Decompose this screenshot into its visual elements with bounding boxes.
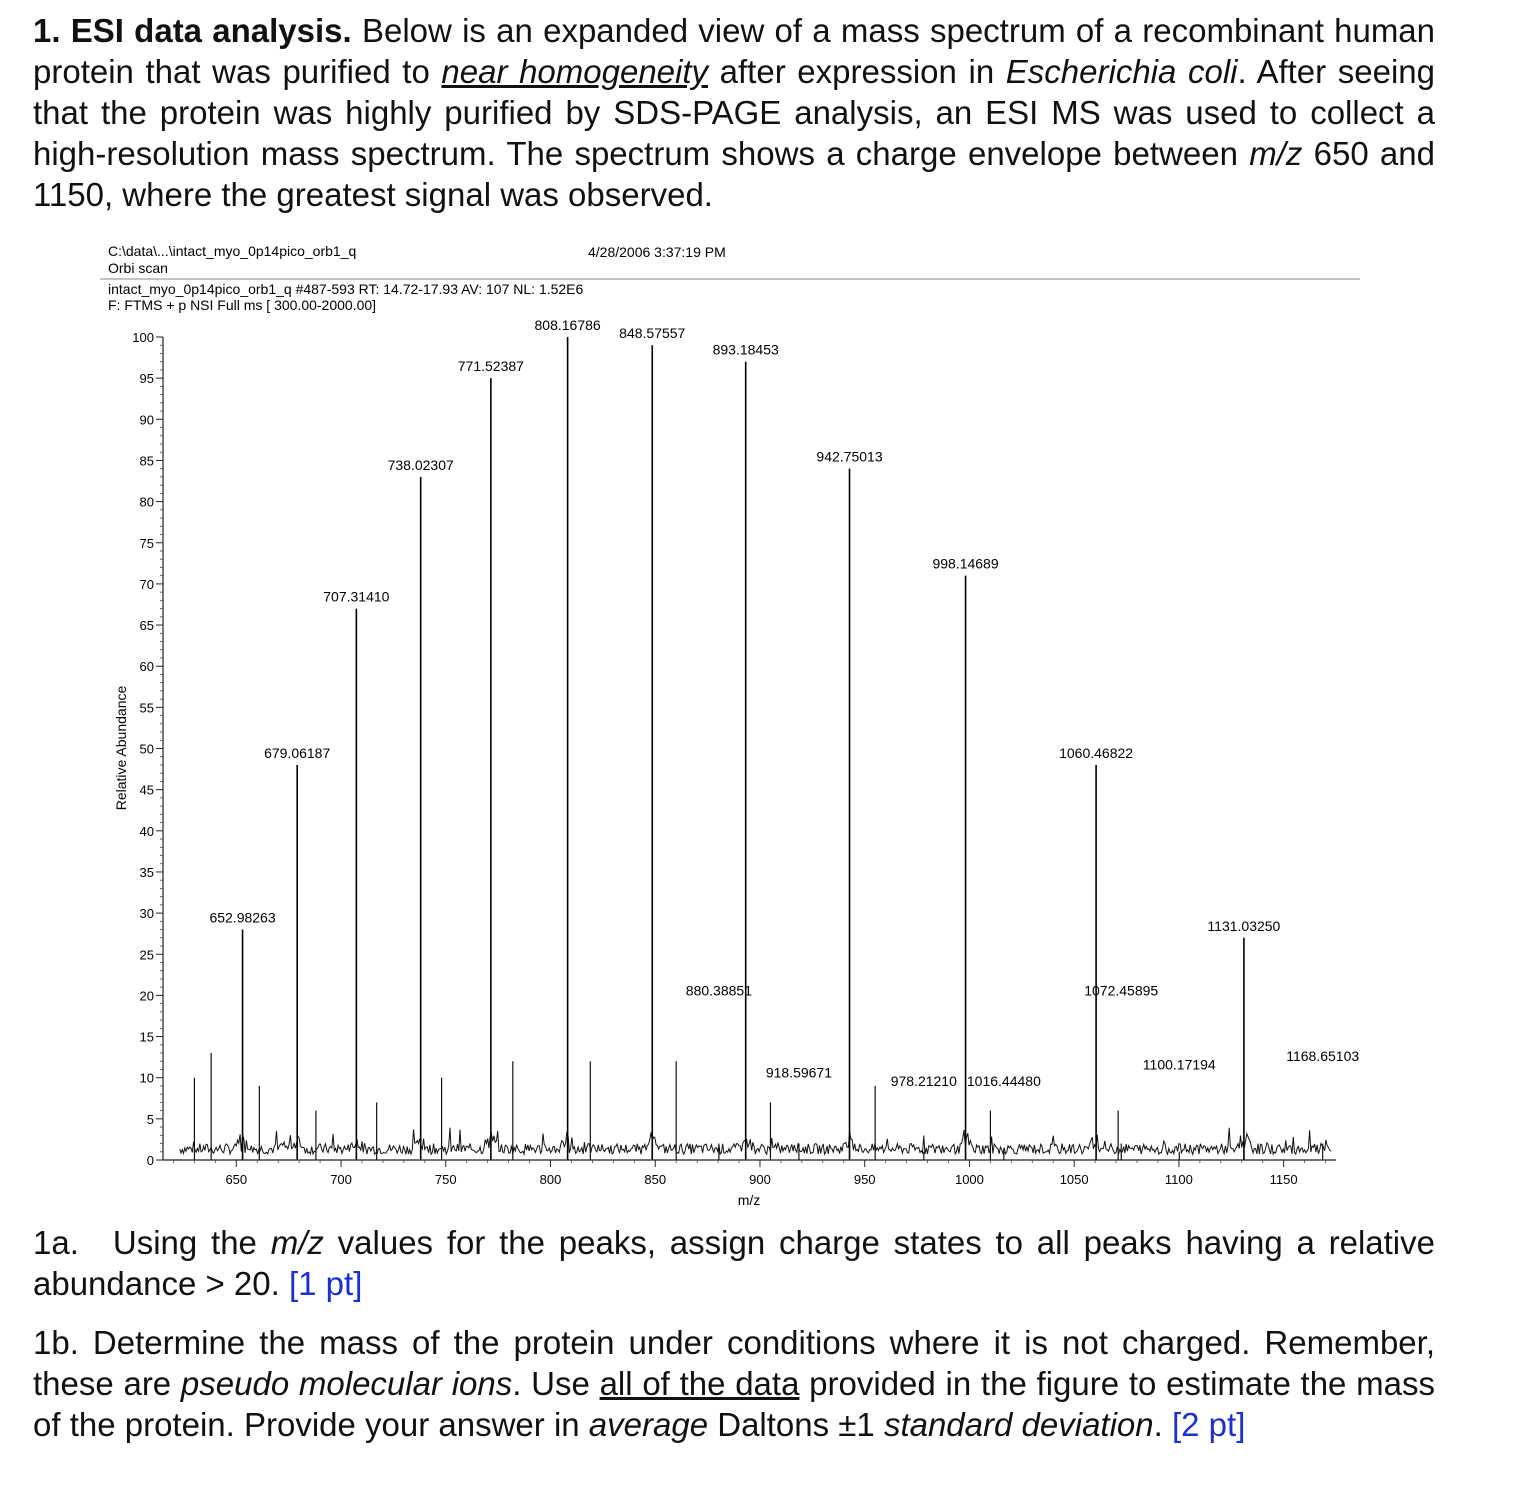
x-tick-label: 650 [225, 1172, 248, 1187]
y-tick-label: 85 [139, 453, 154, 469]
q1b-text-2: . Use [512, 1365, 600, 1402]
peak-label: 652.98263 [209, 909, 276, 926]
y-tick-label: 15 [139, 1029, 154, 1045]
q1a-label: 1a. [33, 1224, 79, 1261]
labeled-peaks [209, 317, 1359, 1160]
q1b-italic-3: standard deviation [883, 1406, 1154, 1443]
y-tick-label: 25 [139, 947, 154, 963]
q1a-text-2: values for the peaks, assign charge states to all peaks having a relative abundance > 20. [33, 1224, 1435, 1302]
peak-label: 998.14689 [932, 555, 999, 572]
peak-label: 771.52387 [457, 358, 524, 375]
y-tick-label: 70 [139, 576, 154, 592]
x-axis-ticks [173, 1160, 1325, 1187]
y-tick-label: 50 [139, 741, 154, 757]
x-tick-label: 1100 [1164, 1172, 1193, 1187]
x-tick-label: 1050 [1059, 1172, 1089, 1187]
y-tick-label: 75 [139, 535, 154, 551]
q1a-text-1: Using the [112, 1224, 271, 1261]
peak-label: 978.21210 [890, 1072, 957, 1089]
q1b-italic-2: average [588, 1406, 709, 1443]
intro-text-3: . After seeing that the protein was highly purified by SDS-PAGE analysis, an ESI MS was used to collect a high-resolution mass spectrum. The spectrum shows a charge envelope between [33, 53, 1435, 172]
intro-text-2: after expression in [708, 53, 1006, 90]
y-tick-label: 65 [139, 618, 154, 634]
peak-label: 848.57557 [619, 325, 686, 342]
peak-label: 1131.03250 [1207, 917, 1281, 934]
peak-label: 880.38851 [685, 982, 752, 999]
x-tick-label: 950 [853, 1172, 876, 1187]
intro-text-4: 650 and 1150, where the greatest signal was observed. [33, 135, 1435, 213]
peak-label: 808.16786 [534, 317, 601, 333]
y-tick-label: 35 [139, 864, 154, 880]
q1a-points: [1 pt] [288, 1265, 363, 1302]
x-axis-label: m/z [737, 1192, 761, 1208]
header-scan-type: Orbi scan [108, 260, 168, 276]
x-tick-label: 700 [330, 1172, 352, 1187]
peak-label: 893.18453 [712, 341, 779, 358]
peak-label: 918.59671 [765, 1064, 833, 1081]
q1b-text-1: 1b. Determine the mass of the protein under conditions where it is not charged. Remember, these are [33, 1324, 1435, 1402]
y-tick-label: 40 [139, 823, 154, 839]
peak-label: 942.75013 [816, 448, 883, 465]
y-axis-label: Relative Abundance [113, 685, 129, 811]
y-tick-label: 95 [139, 371, 154, 387]
peak-label: 738.02307 [387, 456, 454, 473]
x-tick-label: 1000 [954, 1172, 984, 1187]
question-1b [33, 1322, 1435, 1445]
peak-label: 1016.44480 [966, 1072, 1041, 1089]
y-tick-label: 100 [132, 330, 154, 345]
spectrum-header [100, 243, 1360, 313]
x-tick-label: 750 [434, 1172, 457, 1187]
q1b-text-5: . [1153, 1406, 1172, 1443]
y-tick-label: 60 [139, 659, 154, 675]
question-heading: 1. ESI data analysis. [33, 12, 352, 49]
x-tick-label: 850 [644, 1172, 667, 1187]
y-tick-label: 90 [139, 412, 154, 428]
peak-label: 1168.65103 [1286, 1048, 1360, 1065]
y-tick-label: 80 [139, 494, 154, 510]
intro-text-1: Below is an expanded view of a mass spectrum of a recombinant human protein that was purified to [33, 12, 1436, 90]
question-1a [33, 1222, 1435, 1304]
header-scan-info: intact_myo_0p14pico_orb1_q #487-593 RT: 14.72-17.93 AV: 107 NL: 1.52E6 [108, 281, 584, 297]
header-filter: F: FTMS + p NSI Full ms [ 300.00-2000.00] [108, 297, 377, 313]
peak-label: 1100.17194 [1142, 1056, 1216, 1073]
peak-label: 1060.46822 [1059, 744, 1134, 761]
intro-italic-2: m/z [1249, 135, 1303, 172]
spectrum-noise-trace [180, 1128, 1331, 1155]
q1b-underline-1: all of the data [599, 1365, 800, 1402]
y-tick-label: 55 [139, 700, 154, 716]
y-tick-label: 10 [139, 1070, 154, 1086]
intro-underline-1: near homogeneity [441, 53, 709, 90]
x-tick-label: 800 [539, 1172, 562, 1187]
peak-label: 1072.45895 [1084, 982, 1159, 999]
y-axis-ticks [132, 330, 163, 1168]
y-tick-label: 45 [139, 782, 154, 798]
q1b-text-3: provided in the figure to estimate the mass of the protein. Provide your answer in [33, 1365, 1435, 1443]
peak-label: 679.06187 [264, 744, 331, 761]
peak-label: 707.31410 [323, 588, 390, 605]
header-file-path: C:\data\...\intact_myo_0p14pico_orb1_q [108, 243, 357, 259]
q1b-text-4: Daltons ±1 [708, 1406, 884, 1443]
y-tick-label: 30 [139, 906, 154, 922]
q1b-italic-1: pseudo molecular ions [180, 1365, 513, 1402]
y-tick-label: 0 [146, 1153, 154, 1168]
q1b-points: [2 pt] [1171, 1406, 1246, 1443]
header-timestamp: 4/28/2006 3:37:19 PM [588, 244, 726, 260]
intro-italic-1: Escherichia coli [1005, 53, 1238, 90]
q1a-italic-1: m/z [270, 1224, 324, 1261]
x-tick-label: 900 [749, 1172, 771, 1187]
y-tick-label: 20 [139, 988, 154, 1004]
x-tick-label: 1150 [1269, 1172, 1298, 1187]
y-tick-label: 5 [146, 1111, 154, 1127]
